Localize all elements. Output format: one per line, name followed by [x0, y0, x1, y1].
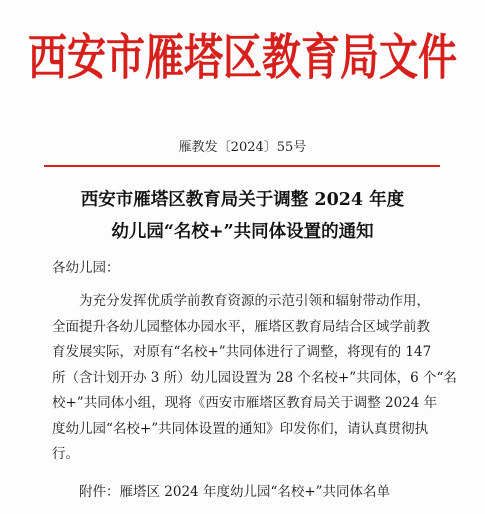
- body-line: 度幼儿园“名校+”共同体设置的通知》印发你们，请认真贯彻执: [52, 420, 429, 437]
- body-line: 育发展实际，对原有“名校+”共同体进行了调整，将现有的 147: [52, 344, 432, 360]
- body-line: 校+”共同体小组，现将《西安市雁塔区教育局关于调整 2024 年: [52, 395, 438, 411]
- notice-title-line-2: 幼儿园“名校+”共同体设置的通知: [111, 222, 374, 242]
- document-number: 雁教发〔2024〕55号: [178, 140, 307, 155]
- body-line: 全面提升各幼儿园整体办园水平，雁塔区教育局结合区域学前教: [52, 318, 430, 335]
- red-separator-line: [44, 165, 440, 167]
- salutation: 各幼儿园：: [52, 260, 120, 276]
- body-line: 为充分发挥优质学前教育资源的示范引领和辐射带动作用，: [79, 293, 430, 309]
- masthead-title: 西安市雁塔区教育局文件: [27, 30, 457, 87]
- notice-title-line-1: 西安市雁塔区教育局关于调整 2024 年度: [80, 190, 405, 210]
- attachment-note: 附件：雁塔区 2024 年度幼儿园“名校+”共同体名单: [79, 484, 391, 500]
- body-line: 行。: [52, 446, 79, 462]
- notice-title: [0, 184, 485, 248]
- body-paragraph: [52, 289, 457, 468]
- body-line: 所（含计划开办 3 所）幼儿园设置为 28 个名校+”共同体，6 个“名: [52, 369, 457, 386]
